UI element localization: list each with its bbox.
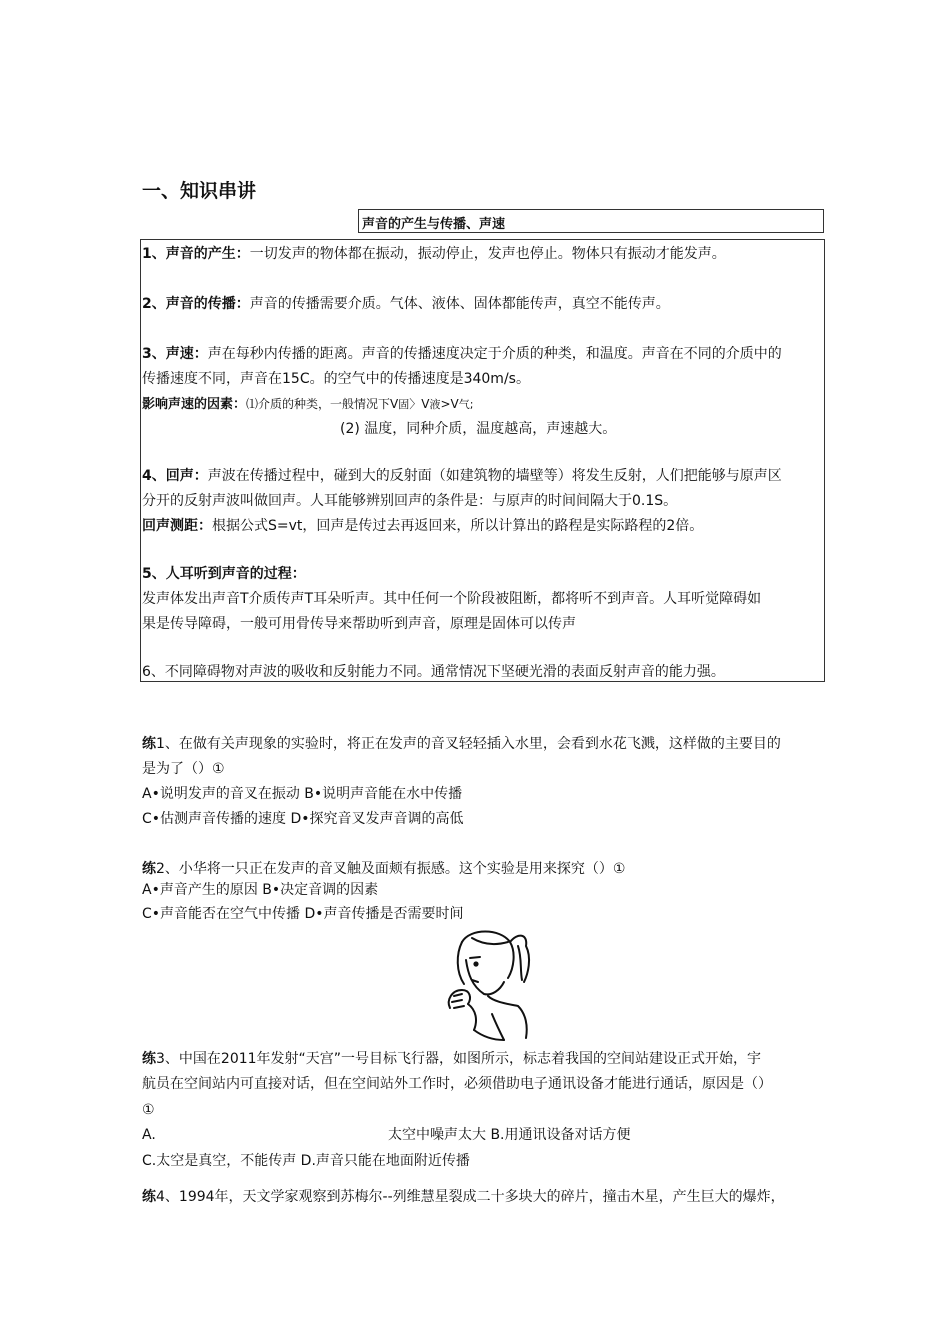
factor-sub-liquid: 液	[429, 398, 441, 411]
exercise-2-line1	[142, 860, 625, 878]
section-5-label: 5、人耳听到声音的过程：	[142, 566, 306, 582]
factor-1d: ;	[469, 398, 474, 411]
section-5-line1: 发声体发出声音T介质传声T耳朵听声。其中任何一个阶段被阻断，都将听不到声音。人耳听觉障碍如	[142, 591, 762, 607]
exercise-3-option-a: A.	[142, 1127, 156, 1143]
section-2-text: 声音的传播需要介质。气体、液体、固体都能传声，真空不能传声。	[249, 296, 670, 312]
section-4-text: 声波在传播过程中，碰到大的反射面（如建筑物的墙壁等）将发生反射，人们把能够与原声区	[207, 468, 782, 484]
factor-1b: 〉V	[409, 397, 430, 411]
exercise-2-options-ab: A•声音产生的原因 B•决定音调的因素	[142, 882, 379, 898]
exercise-2-text: 2、小华将一只正在发声的音叉触及面颊有振感。这个实验是用来探究（）①	[156, 861, 626, 877]
exercise-1-line2: 是为了（）①	[142, 761, 225, 777]
section-3-text: 声在每秒内传播的距离。声音的传播速度决定于介质的种类，和温度。声音在不同的介质中的	[207, 346, 782, 362]
echo-ranging-text: 根据公式S=vt，回声是传过去再返回来，所以计算出的路程是实际路程的2倍。	[212, 518, 704, 534]
section-3-line2: 传播速度不同，声音在15C。的空气中的传播速度是340m/s。	[142, 371, 530, 387]
exercise-2-label: 练	[142, 861, 156, 877]
section-3-line1	[142, 345, 782, 363]
exercise-1-text: 1、在做有关声现象的实验时，将正在发声的音叉轻轻插入水里，会看到水花飞溅，这样做的主要目的	[156, 736, 781, 752]
exercise-2-options-cd: C•声音能否在空气中传播 D•声音传播是否需要时间	[142, 906, 464, 922]
echo-ranging-label: 回声测距：	[142, 518, 212, 534]
section-4-line1	[142, 467, 782, 485]
section-1	[142, 245, 726, 263]
factor-2: (2) 温度，同种介质，温度越高，声速越大。	[340, 421, 617, 437]
exercise-1-label: 练	[142, 736, 156, 752]
exercise-4-label: 练	[142, 1189, 156, 1205]
echo-ranging	[142, 517, 703, 535]
section-2-label: 2、声音的传播：	[142, 296, 250, 312]
section-3-label: 3、声速：	[142, 346, 208, 362]
section-1-label: 1、声音的产生：	[142, 246, 250, 262]
exercise-1-options-cd: C•估测声音传播的速度 D•探究音叉发声音调的高低	[142, 811, 464, 827]
table-title-box	[358, 209, 824, 233]
section-2	[142, 295, 670, 313]
section-5-line2: 果是传导障碍，一般可用骨传导来帮助听到声音，原理是固体可以传声	[142, 616, 576, 632]
table-title: 声音的产生与传播、声速	[362, 217, 506, 232]
section-4-line2: 分开的反射声波叫做回声。人耳能够辨别回声的条件是：与原声的时间间隔大于0.1S。	[142, 493, 678, 509]
section-1-text: 一切发声的物体都在振动，振动停止，发声也停止。物体只有振动才能发声。	[249, 246, 726, 262]
exercise-1-line1	[142, 735, 781, 753]
girl-illustration	[432, 924, 536, 1042]
section-4-label: 4、回声：	[142, 468, 208, 484]
exercise-3-options-cd: C.太空是真空，不能传声 D.声音只能在地面附近传播	[142, 1153, 470, 1169]
exercise-1-options-ab: A•说明发声的音叉在振动 B•说明声音能在水中传播	[142, 786, 463, 802]
factor-1c: >V	[440, 397, 459, 411]
section-heading: 一、知识串讲	[142, 180, 257, 202]
exercise-3-label: 练	[142, 1051, 156, 1067]
exercise-3-line1	[142, 1050, 761, 1068]
exercise-4-line1	[142, 1188, 785, 1206]
factor-sub-gas: 气	[458, 398, 470, 411]
exercise-3-line2: 航员在空间站内可直接对话，但在空间站外工作时，必须借助电子通讯设备才能进行通话，原因是（）	[142, 1076, 772, 1092]
factor-sub-solid: 固	[398, 398, 410, 411]
exercise-3-text: 3、中国在2011年发射“天宫”一号目标飞行器，如图所示，标志着我国的空间站建设正式开始，宇	[156, 1051, 762, 1067]
factor-1a: ⑴介质的种类，一般情况下V	[246, 397, 399, 411]
section-3-factors	[142, 395, 473, 414]
factors-label: 影响声速的因素：	[142, 397, 247, 412]
exercise-3-line3: ①	[142, 1102, 155, 1118]
section-6: 6、不同障碍物对声波的吸收和反射能力不同。通常情况下坚硬光滑的表面反射声音的能力强。	[142, 664, 725, 680]
exercise-3-option-ab-text: 太空中噪声太大 B.用通讯设备对话方便	[388, 1127, 631, 1143]
exercise-4-text: 4、1994年，天文学家观察到苏梅尔--列维慧星裂成二十多块大的碎片，撞击木星，产生巨大的爆炸，	[156, 1189, 785, 1205]
